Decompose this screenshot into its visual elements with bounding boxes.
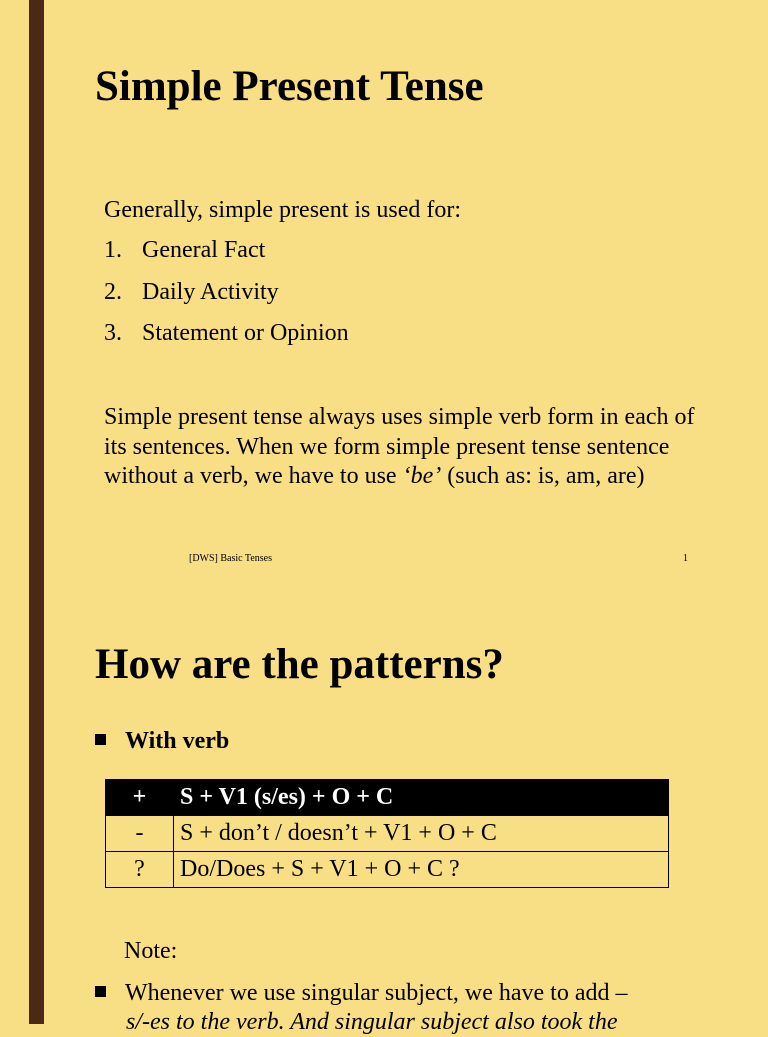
- paragraph-text: Simple present tense always uses simple verb form in each of its sentences. When we form simple present tense sentence without a verb, we have to use: [104, 404, 695, 489]
- left-accent-bar: [29, 0, 44, 1024]
- slide1-intro: Generally, simple present is used for:: [104, 197, 462, 223]
- slide1-title: Simple Present Tense: [95, 63, 484, 110]
- list-text: Statement or Opinion: [142, 320, 349, 346]
- table-cell-symbol: ?: [106, 852, 174, 888]
- table-cell-symbol: +: [106, 780, 174, 816]
- square-bullet-icon: [95, 734, 106, 745]
- bullet-text: With verb: [125, 728, 230, 754]
- list-item: [104, 279, 279, 306]
- list-text: Daily Activity: [142, 279, 279, 305]
- bullet-with-verb: [95, 728, 229, 755]
- list-number: 1.: [104, 237, 122, 263]
- list-item: [104, 320, 349, 347]
- table-row: [106, 780, 669, 816]
- list-number: 3.: [104, 320, 122, 346]
- bullet-text: Whenever we use singular subject, we have to add –: [125, 980, 628, 1006]
- table-cell-pattern: Do/Does + S + V1 + O + C ?: [174, 852, 669, 888]
- note-label: Note:: [124, 938, 178, 964]
- table-cell-pattern: S + don’t / doesn’t + V1 + O + C: [174, 816, 669, 852]
- bullet-continuation: s/-es to the verb. And singular subject also took the: [126, 1009, 618, 1035]
- list-item: [104, 237, 265, 264]
- square-bullet-icon: [95, 986, 106, 997]
- table-cell-pattern: S + V1 (s/es) + O + C: [174, 780, 669, 816]
- table-cell-symbol: -: [106, 816, 174, 852]
- pattern-table: [105, 779, 669, 888]
- slide2-title: How are the patterns?: [95, 641, 504, 688]
- slide1-paragraph: [104, 403, 704, 492]
- list-number: 2.: [104, 279, 122, 305]
- bullet-singular-subject: [95, 980, 628, 1007]
- list-text: General Fact: [142, 237, 266, 263]
- paragraph-emphasis: ‘be’: [402, 463, 442, 489]
- table-row: [106, 816, 669, 852]
- table-row: [106, 852, 669, 888]
- slide-page-number: 1: [683, 553, 688, 564]
- slide-footer-label: [DWS] Basic Tenses: [189, 553, 272, 564]
- paragraph-text-end: (such as: is, am, are): [441, 463, 645, 489]
